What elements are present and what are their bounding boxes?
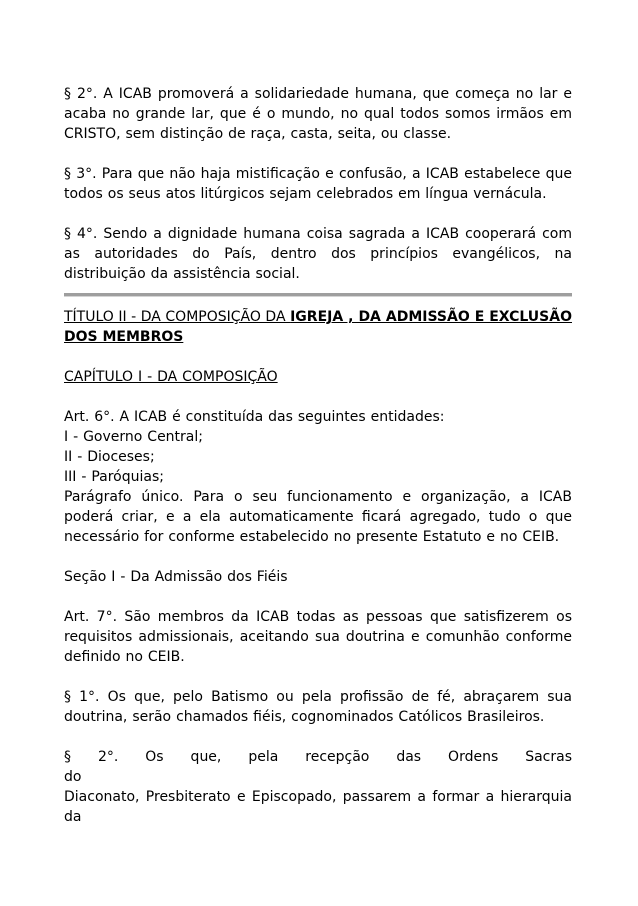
- art6-item-1: I - Governo Central;: [64, 429, 203, 445]
- art6-item-3: III - Paróquias;: [64, 469, 164, 485]
- art7-paragraph: Art. 7°. São membros da ICAB todas as pessoas que satisfizerem os requisitos admissionais, aceitando sua doutrina e comunhão conforme definido no CEIB.: [64, 609, 572, 665]
- art7-par2-line1: § 2°. Os que, pela recepção das Ordens Sacras do: [64, 749, 572, 785]
- art7-par1: § 1°. Os que, pelo Batismo ou pela profissão de fé, abraçarem sua doutrina, serão chamados fiéis, cognominados Católicos Brasileiros.: [64, 689, 572, 725]
- capitulo-heading: CAPÍTULO I - DA COMPOSIÇÃO: [64, 369, 278, 385]
- art6-paragrafo-unico: Parágrafo único. Para o seu funcionamento e organização, a ICAB poderá criar, e a ela automaticamente ficará agregado, tudo o que necessário for conforme estabelecido no presente Estatuto e no CEIB.: [64, 489, 572, 545]
- titulo-heading: [64, 307, 572, 347]
- document-page: [64, 84, 572, 827]
- art6-item-2: II - Dioceses;: [64, 449, 155, 465]
- paragraph-3: § 3°. Para que não haja mistificação e confusão, a ICAB estabelece que todos os seus atos litúrgicos sejam celebrados em língua vernácula.: [64, 166, 572, 202]
- paragraph-4: § 4°. Sendo a dignidade humana coisa sagrada a ICAB cooperará com as autoridades do País, dentro dos princípios evangélicos, na distribuição da assistência social.: [64, 226, 572, 282]
- art6-block: [64, 407, 572, 547]
- titulo-part2: IGREJA , DA ADMISSÃO E EXCLUSÃO DOS MEMBROS: [64, 309, 572, 345]
- art7-par2-line2: Diaconato, Presbiterato e Episcopado, passarem a formar a hierarquia da: [64, 789, 572, 825]
- art7-par2: [64, 747, 572, 827]
- titulo-part1: TÍTULO II - DA COMPOSIÇÃO DA: [64, 309, 291, 325]
- paragraph-2: § 2°. A ICAB promoverá a solidariedade humana, que começa no lar e acaba no grande lar, que é o mundo, no qual todos somos irmãos em CRISTO, sem distinção de raça, casta, seita, ou classe.: [64, 86, 572, 142]
- section-divider: [64, 293, 572, 297]
- secao-heading: Seção I - Da Admissão dos Fiéis: [64, 569, 288, 585]
- art6-intro: Art. 6°. A ICAB é constituída das seguintes entidades:: [64, 409, 445, 425]
